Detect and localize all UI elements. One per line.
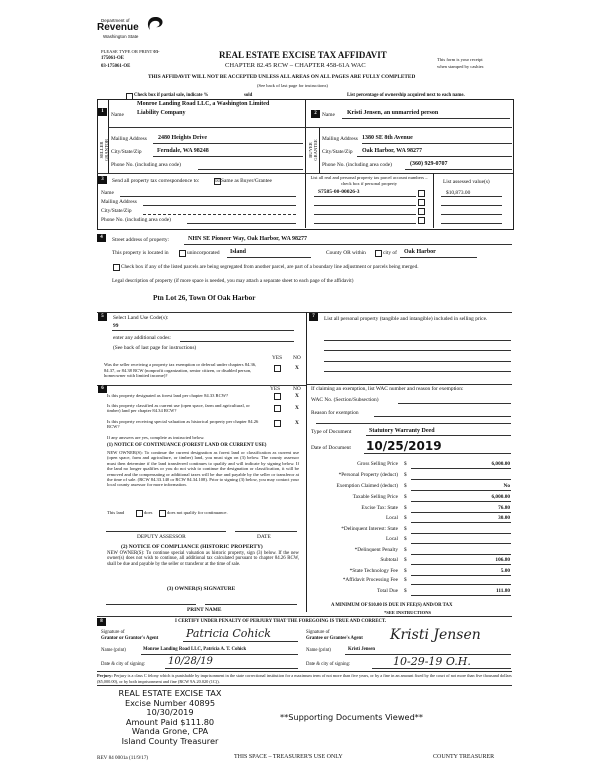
- tax-mailing-field[interactable]: [143, 205, 296, 206]
- current-use-no-mark[interactable]: X: [295, 405, 299, 411]
- notice-compliance-text: NEW OWNER(S): To continue special valuation as historic property, sign (3) below. If the new owner(s) does not wish to continue, all additional tax calculated pursuant to chapter 84.26 RCW, shall be due and payable by the seller or transferor at the time of sale.: [107, 551, 299, 567]
- divider: [411, 479, 511, 480]
- buyer-name-field[interactable]: Kristi Jensen, an unmarried person: [347, 110, 439, 116]
- assessed-field[interactable]: [441, 196, 502, 197]
- perjury-text: Perjury is a class C felony which is punishable by imprisonment in the state correctional institution for a maximum term of not more than five years, or by a fine in an amount fixed by the court of not more than five thousand dollars ($5,000.00), or by both imprisonment and fine (RCW 9A.20.020 (1C)).: [97, 673, 512, 684]
- yes-header: YES: [270, 386, 281, 392]
- partial-sale-label: Check box if partial sale, indicate %: [134, 93, 209, 98]
- fee-label: Taxable Selling Price: [352, 494, 398, 500]
- grantee-agent-label: Grantee or Grantee's Agent: [306, 636, 363, 641]
- tax-phone-label: Phone No. (including area code): [101, 217, 171, 223]
- parcel-header: List all real and personal property tax parcel account numbers – check box if personal property: [310, 175, 428, 186]
- logo-text: Revenue: [97, 22, 139, 33]
- personal-property-label: List all personal property (tangible and intangible) included in selling price.: [324, 316, 488, 322]
- currency-symbol: $: [404, 588, 407, 594]
- legal-description-label: Legal description of property (if more space is needed, you may attach a separate sheet to each page of the affidavit): [112, 278, 354, 284]
- parcel-field[interactable]: [314, 214, 416, 215]
- date-line[interactable]: [235, 531, 297, 532]
- doc-type-label: Type of Document: [311, 429, 352, 435]
- deputy-assessor-line[interactable]: [106, 531, 226, 532]
- no-header: NO: [293, 386, 301, 392]
- divider: [411, 522, 511, 523]
- divider: [153, 143, 303, 144]
- stamp-line: 10/30/2019: [146, 707, 194, 718]
- fee-label: *Delinquent Interest: State: [341, 526, 398, 532]
- exemption-yes-checkbox[interactable]: [274, 365, 281, 372]
- notice-compliance-title: (2) NOTICE OF COMPLIANCE (HISTORIC PROPERTY): [121, 544, 263, 550]
- grantor-agent-label: Grantor or Grantor's Agent: [101, 636, 159, 641]
- section-number: 4: [97, 234, 106, 242]
- segregated-label: Check box if any of the listed parcels are being segregated from another parcel, are part of a boundary line adjustment or parcels being merged.: [121, 264, 419, 270]
- perjury-label: Perjury:: [97, 673, 113, 678]
- historic-no-mark[interactable]: X: [295, 420, 299, 426]
- divider: [97, 312, 512, 313]
- name-print-label: Name (print): [306, 648, 331, 653]
- street-address-field[interactable]: NHN SE Pioneer Way, Oak Harbor, WA 98277: [188, 236, 307, 242]
- tax-name-label: Name: [101, 190, 114, 196]
- please-type-text: PLEASE TYPE OR PRINT: [101, 49, 153, 54]
- divider: [97, 685, 512, 686]
- tax-city-field[interactable]: [143, 214, 296, 215]
- county-or-label: County OR within: [326, 250, 366, 256]
- seller-side-label: SELLER GRANTOR: [99, 138, 109, 162]
- buyer-side-label: BUYER GRANTEE: [308, 139, 318, 161]
- currency-symbol: $: [404, 483, 407, 489]
- assessed-header: List assessed value(s): [443, 179, 490, 185]
- seller-name-value: Monroe Landing Road LLC, a Washington Limited: [137, 101, 270, 107]
- divider: [108, 127, 305, 128]
- section-number: 5: [98, 313, 107, 321]
- grantee-name-field[interactable]: Kristi Jensen: [348, 647, 376, 652]
- historic-yes-checkbox[interactable]: [274, 420, 281, 427]
- currency-symbol: $: [404, 577, 407, 583]
- tax-city-label: City/State/Zip: [101, 208, 132, 214]
- stamp-line: REAL ESTATE EXCISE TAX: [118, 688, 222, 698]
- fee-value[interactable]: No: [503, 483, 510, 489]
- perjury-note: [97, 673, 512, 684]
- treasurer-use-label: THIS SPACE – TREASURER'S USE ONLY: [234, 754, 343, 760]
- see-instructions-note: *SEE INSTRUCTIONS: [384, 610, 432, 615]
- divider: [372, 668, 511, 669]
- print-name-line[interactable]: [205, 604, 297, 605]
- ownership-note: List percentage of ownership acquired next to each name.: [347, 93, 465, 98]
- current-use-question: Is this property classified as current use (open space, farm and agricultural, or timber) land per chapter 84.34 RCW?: [107, 403, 250, 414]
- land-use-field[interactable]: 99: [113, 323, 119, 329]
- buyer-phone-field[interactable]: (360) 929-0707: [410, 161, 448, 167]
- form-revision: REV 84 0001a (11/9/17): [97, 755, 149, 761]
- city-field[interactable]: Oak Harbor: [404, 249, 436, 255]
- fee-label: Subtotal: [380, 557, 398, 563]
- sold-label: sold: [244, 93, 253, 98]
- personal-property-checkbox[interactable]: [418, 190, 425, 197]
- currency-symbol: $: [404, 461, 407, 467]
- does-checkbox[interactable]: [136, 510, 143, 517]
- no-header: NO: [293, 355, 301, 361]
- personal-property-checkbox[interactable]: [418, 199, 425, 206]
- divider: [97, 671, 512, 672]
- fee-value[interactable]: 6,000.00: [491, 494, 510, 500]
- fee-value[interactable]: 30.00: [498, 515, 510, 521]
- if-yes-note: If any answers are yes, complete as instructed below.: [107, 435, 205, 440]
- current-use-yes-checkbox[interactable]: [274, 405, 281, 412]
- currency-symbol: $: [404, 547, 407, 553]
- divider: [366, 435, 511, 436]
- grantor-date-field[interactable]: 10/28/19: [168, 656, 213, 667]
- exemption-note: If claiming an exemption, list WAC number and reason for exemption:: [311, 386, 464, 392]
- doc-date-field[interactable]: 10/25/2019: [366, 439, 442, 453]
- instructions-note: (See back of last page for instructions): [113, 345, 197, 351]
- assessed-field[interactable]: [441, 205, 502, 206]
- buyer-mailing-field[interactable]: 1380 SE 8th Avenue: [362, 135, 413, 141]
- send-to-label: Send all property tax correspondence to:: [112, 178, 200, 184]
- wac-label: WAC No. (Section/Subsection): [311, 397, 379, 403]
- reason-field[interactable]: [316, 423, 511, 424]
- seller-city-field[interactable]: Ferndale, WA 98248: [157, 148, 209, 154]
- divider: [411, 468, 511, 469]
- reason-field[interactable]: [374, 416, 511, 417]
- section-number: 2: [311, 110, 320, 118]
- divider: [411, 501, 511, 502]
- personal-property-checkbox[interactable]: [418, 208, 425, 215]
- grantor-name-field[interactable]: Monroe Landing Road LLC, Patricia A. T. Cohick: [143, 647, 247, 652]
- yes-header: YES: [272, 355, 283, 361]
- doc-type-field[interactable]: Statutory Warranty Deed: [369, 428, 435, 434]
- stamp-line: Excise Number 40895: [124, 697, 216, 708]
- fee-label: Local: [385, 536, 398, 542]
- buyer-city-field[interactable]: Oak Harbor, WA 98277: [362, 148, 423, 154]
- divider: [97, 616, 512, 617]
- currency-symbol: $: [404, 536, 407, 542]
- chapter-line: CHAPTER 82.45 RCW – CHAPTER 458-61A WAC: [225, 62, 366, 69]
- date-city-label: Date & city of signing:: [306, 662, 351, 667]
- notice-continuance-title: (1) NOTICE OF CONTINUANCE (FOREST LAND OR CURRENT USE): [107, 443, 267, 448]
- seller-name-value: Liability Company: [137, 110, 186, 116]
- seller-mailing-label: Mailing Address: [111, 136, 147, 142]
- does-not-label: does not qualify for continuance.: [167, 510, 228, 515]
- divider: [411, 490, 511, 491]
- divider: [198, 169, 303, 170]
- ref-number: 03-175061-OE: [101, 64, 131, 69]
- currency-symbol: $: [404, 526, 407, 532]
- fee-label: *Delinquent Penalty: [354, 547, 398, 553]
- street-address-label: Street address of property:: [112, 237, 170, 243]
- dor-logo: [97, 15, 167, 47]
- divider: [433, 173, 434, 228]
- fee-value[interactable]: 5.00: [500, 568, 510, 574]
- sig-of-label: Signature of: [306, 630, 330, 635]
- section-number: 1: [98, 108, 107, 116]
- owner-signature-line[interactable]: [106, 604, 196, 605]
- same-as-buyer-checkbox[interactable]: ☒: [215, 179, 220, 184]
- instructions-note: (See back of last page for instructions): [257, 83, 328, 88]
- grantee-date-field[interactable]: 10-29-19 O.H.: [393, 655, 471, 668]
- this-land-label: This land: [107, 510, 125, 515]
- located-label: This property is located in: [112, 250, 169, 256]
- personal-property-checkbox[interactable]: [418, 217, 425, 224]
- exemption-no-mark[interactable]: X: [295, 365, 299, 371]
- name-print-label: Name (print): [101, 648, 126, 653]
- currency-symbol: $: [404, 494, 407, 500]
- stamp-line: Island County Treasurer: [121, 735, 219, 746]
- minimum-due-note: A MINIMUM OF $10.00 IS DUE IN FEE(S) AND/OR TAX: [331, 603, 453, 608]
- divider: [357, 156, 512, 157]
- section-number: 8: [97, 618, 106, 626]
- divider: [319, 127, 320, 173]
- land-use-label: Select Land Use Code(s):: [113, 315, 169, 321]
- divider: [305, 99, 306, 228]
- assessed-field[interactable]: [441, 223, 502, 224]
- divider: [184, 244, 512, 245]
- fee-label: *Personal Property (deduct): [338, 472, 398, 478]
- divider: [141, 654, 298, 655]
- divider: [342, 118, 510, 119]
- parcel-field[interactable]: [314, 205, 416, 206]
- seller-city-label: City/State/Zip: [111, 149, 142, 155]
- sig-of-label: Signature of: [101, 630, 125, 635]
- divider: [400, 257, 477, 258]
- assessed-field[interactable]: [441, 214, 502, 215]
- divider: [411, 554, 511, 555]
- buyer-city-label: City/State/Zip: [322, 149, 353, 155]
- parcel-number: S7585-00-00026-3: [318, 189, 360, 195]
- divider: [405, 169, 512, 170]
- certify-statement: I CERTIFY UNDER PENALTY OF PERJURY THAT THE FOREGOING IS TRUE AND CORRECT.: [175, 619, 387, 624]
- warning-line: THIS AFFIDAVIT WILL NOT BE ACCEPTED UNLESS ALL AREAS ON ALL PAGES ARE FULLY COMPLETED: [148, 74, 416, 80]
- divider: [411, 543, 511, 544]
- parcel-field[interactable]: [314, 223, 416, 224]
- additional-codes-field[interactable]: [180, 341, 294, 342]
- divider: [305, 127, 512, 128]
- legal-description-value: Ptn Lot 26, Town Of Oak Harbor: [153, 294, 256, 302]
- stamp-line: Amount Paid $111.80: [125, 716, 215, 727]
- date-city-label: Date & city of signing:: [101, 662, 146, 667]
- city-of-label: city of: [383, 250, 397, 256]
- section-number: 6: [98, 385, 107, 393]
- forest-no-mark[interactable]: X: [295, 393, 299, 399]
- seller-phone-label: Phone No. (including area code): [111, 162, 181, 168]
- currency-symbol: $: [404, 505, 407, 511]
- buyer-name-label: Name: [322, 112, 335, 118]
- divider: [411, 564, 511, 565]
- seller-name-label: Name: [111, 112, 124, 118]
- page-title: REAL ESTATE EXCISE TAX AFFIDAVIT: [219, 50, 387, 60]
- section-number: 3: [98, 176, 107, 184]
- divider: [364, 453, 511, 454]
- ref-number: 03-: [153, 49, 160, 54]
- receipt-note: This form is your receipt: [437, 57, 483, 62]
- deputy-assessor-label: DEPUTY ASSESSOR: [137, 534, 186, 540]
- tax-name-field[interactable]: [120, 196, 296, 197]
- does-label: does: [144, 510, 153, 515]
- divider: [411, 584, 511, 585]
- wac-field[interactable]: [398, 403, 511, 404]
- divider: [411, 575, 511, 576]
- date-label: DATE: [257, 534, 271, 540]
- please-type: [101, 49, 160, 54]
- fee-label: Exemption Claimed (deduct): [336, 483, 398, 489]
- divider: [411, 512, 511, 513]
- divider: [227, 257, 311, 258]
- unincorporated-checkbox[interactable]: [179, 250, 186, 257]
- divider: [362, 143, 512, 144]
- divider: [183, 641, 298, 642]
- notice-continuance-text: NEW OWNER(S): To continue the current designation as forest land or classification as current use (open space, farm and agriculture, or timber) land, you must sign on (3) below. The county assessor must then determine if the land transferred continues to qualify and will indicate by signing below. If the land no longer qualifies or you do not wish to continue the designation or classification, it will be removed and the compensating or additional taxes will be due and payable by the seller or transferor at the time of sale. (RCW 84.33.140 or RCW 84.34.108). Prior to signing (3) below, you may contact your local county assessor for more information.: [107, 450, 299, 488]
- grantor-signature[interactable]: Patricia Cohick: [186, 627, 271, 640]
- currency-symbol: $: [404, 557, 407, 563]
- ref-number: 175061-OE: [101, 56, 124, 61]
- divider: [411, 595, 511, 596]
- fee-value[interactable]: 76.80: [498, 505, 510, 511]
- buyer-mailing-label: Mailing Address: [322, 136, 358, 142]
- additional-codes-label: enter any additional codes:: [113, 335, 171, 341]
- currency-symbol: $: [404, 515, 407, 521]
- does-not-checkbox[interactable]: [159, 510, 166, 517]
- unincorporated-label: unincorporated: [187, 250, 220, 256]
- buyer-phone-label: Phone No. (including area code): [322, 162, 392, 168]
- owner-signature-label: (3) OWNER(S) SIGNATURE: [167, 586, 236, 592]
- currency-symbol: $: [404, 568, 407, 574]
- segregated-checkbox[interactable]: [113, 264, 120, 271]
- fee-label: Gross Selling Price: [357, 461, 398, 467]
- receipt-note: when stamped by cashier.: [437, 64, 485, 69]
- seller-mailing-field[interactable]: 2480 Heights Drive: [158, 135, 207, 141]
- supporting-documents-note: **Supporting Documents Viewed**: [280, 712, 423, 722]
- assessed-value: $10,873.00: [446, 190, 471, 196]
- fee-value[interactable]: 106.80: [495, 557, 510, 563]
- logo-text: Washington State: [103, 34, 139, 39]
- divider: [411, 533, 511, 534]
- fee-value[interactable]: 111.80: [496, 588, 510, 594]
- forest-yes-checkbox[interactable]: [274, 393, 281, 400]
- city-checkbox[interactable]: [375, 250, 382, 257]
- section-number: 7: [309, 313, 318, 321]
- logo-text: Department of: [101, 18, 130, 23]
- fee-value[interactable]: 6,000.00: [491, 461, 510, 467]
- grantee-signature[interactable]: Kristi Jensen: [390, 627, 481, 643]
- tax-phone-field[interactable]: [187, 223, 296, 224]
- divider: [153, 156, 303, 157]
- divider: [97, 173, 513, 174]
- print-name-label: PRINT NAME: [187, 607, 222, 613]
- county-treasurer-label: COUNTY TREASURER: [433, 754, 495, 760]
- doc-date-label: Date of Document: [311, 445, 351, 451]
- county-field[interactable]: Island: [230, 249, 247, 255]
- fee-label: *State Technology Fee: [349, 568, 398, 574]
- wave-logo-icon: [145, 15, 165, 33]
- historic-question: Is this property receiving special valuation as historical property per chapter 84.26 RCW?: [107, 419, 259, 430]
- divider: [112, 330, 294, 331]
- divider: [165, 668, 298, 669]
- tax-mailing-label: Mailing Address: [101, 199, 137, 205]
- forest-land-question: Is this property designated as forest land per chapter 84.33 RCW?: [107, 393, 229, 398]
- fee-label: Local: [385, 515, 398, 521]
- exemption-question: Was the seller receiving a property tax exemption or deferral under chapters 84.36, 84.37, or 84.38 RCW (nonprofit organization, senior citizen, or disabled person, homeowner with limited income)?: [104, 362, 257, 379]
- divider: [306, 312, 307, 612]
- fee-label: Excise Tax: State: [361, 505, 398, 511]
- currency-symbol: $: [404, 472, 407, 478]
- same-as-buyer-label: Same as Buyer/Grantee: [221, 178, 272, 184]
- parcel-field[interactable]: [314, 196, 416, 197]
- stamp-line: Wanda Grone, CPA: [131, 726, 209, 737]
- fee-label: *Affidavit Processing Fee: [342, 577, 398, 583]
- reason-label: Reason for exemption: [311, 410, 359, 416]
- fee-label: Total Due: [377, 588, 398, 594]
- treasurer-stamp: [110, 689, 230, 747]
